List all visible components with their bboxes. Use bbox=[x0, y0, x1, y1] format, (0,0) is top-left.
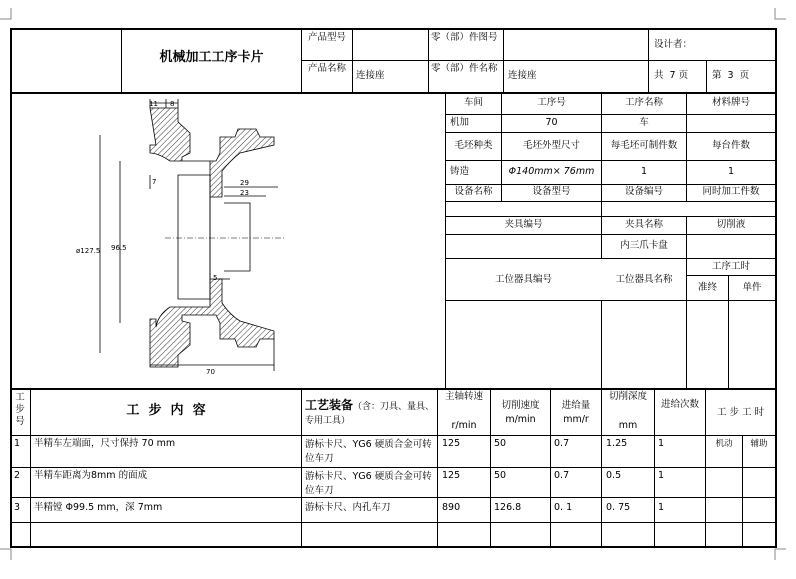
col-passes: 进给次数 bbox=[660, 399, 699, 410]
fixture-no-label: 夹具编号 bbox=[504, 219, 543, 230]
step-3-no: 3 bbox=[14, 502, 21, 513]
step-2-depth: 0.5 bbox=[606, 470, 622, 481]
dim-7: 7 bbox=[152, 178, 157, 186]
equip-name-label: 设备名称 bbox=[454, 186, 493, 197]
col-machine: 机动 bbox=[715, 439, 733, 449]
station-no-label: 工位器具编号 bbox=[494, 274, 552, 285]
step-1-passes: 1 bbox=[658, 438, 665, 449]
per-unit-label: 每台件数 bbox=[711, 140, 750, 151]
step-1-speed: 50 bbox=[494, 438, 507, 449]
product-name-label: 产品名称 bbox=[307, 63, 346, 74]
step-2-no: 2 bbox=[14, 470, 21, 481]
step-3-speed: 126.8 bbox=[494, 502, 522, 513]
op-no-label: 工序号 bbox=[537, 97, 566, 108]
page-title: 机械加工工序卡片 bbox=[159, 50, 264, 65]
col-feed-unit: mm/r bbox=[563, 414, 589, 425]
col-depth-unit: mm bbox=[618, 420, 638, 431]
fixture-name-value: 内三爪卡盘 bbox=[620, 240, 668, 251]
station-name-label: 工位器具名称 bbox=[615, 274, 673, 285]
col-spindle-unit: r/min bbox=[451, 420, 477, 431]
step-2-passes: 1 bbox=[658, 470, 665, 481]
step-2-speed: 50 bbox=[494, 470, 507, 481]
crop-mark-bottom-left bbox=[0, 548, 12, 560]
workshop-value: 机加 bbox=[450, 117, 470, 128]
page-number: 第 3 页 bbox=[712, 70, 750, 81]
dim-70: 70 bbox=[206, 368, 215, 376]
crop-mark-top-right bbox=[774, 8, 786, 20]
col-spindle: 主轴转速 bbox=[444, 391, 483, 402]
col-depth: 切削深度 bbox=[608, 391, 647, 402]
step-3-equip: 游标卡尺、内孔车刀 bbox=[305, 502, 391, 513]
step-3-depth: 0. 75 bbox=[606, 502, 631, 513]
col-speed: 切削速度 bbox=[501, 400, 540, 411]
unit-label: 单件 bbox=[742, 282, 762, 293]
coolant-label: 切削液 bbox=[716, 219, 746, 230]
blank-size-label: 毛坯外型尺寸 bbox=[522, 140, 580, 151]
step-2-feed: 0.7 bbox=[554, 470, 570, 481]
part-name-label: 零（部）件名称 bbox=[431, 63, 498, 74]
op-no-value: 70 bbox=[545, 117, 558, 128]
part-number-label: 零（部）件图号 bbox=[431, 32, 498, 43]
fixture-name-label: 夹具名称 bbox=[624, 219, 663, 230]
frame-right bbox=[775, 28, 777, 548]
step-2-spindle: 125 bbox=[442, 470, 461, 481]
designer-label: 设计者： bbox=[654, 39, 693, 50]
prep-label: 准终 bbox=[697, 282, 717, 293]
part-name-value: 连接座 bbox=[508, 70, 537, 81]
op-name-value: 车 bbox=[639, 117, 649, 128]
blank-type-label: 毛坯种类 bbox=[454, 140, 493, 151]
step-3-content: 半精镗 Φ99.5 mm，深 7mm bbox=[34, 502, 163, 513]
step-2-equip: 游标卡尺、YG6 硬质合金可转位车刀 bbox=[305, 471, 432, 496]
step-1-feed: 0.7 bbox=[554, 438, 570, 449]
col-aux: 辅助 bbox=[750, 439, 768, 449]
col-equip-bold: 工艺装备 bbox=[305, 398, 354, 412]
per-blank-label: 每毛坯可制件数 bbox=[610, 140, 678, 151]
blank-size-value: Φ140mm× 76mm bbox=[508, 166, 595, 177]
col-equip bbox=[305, 398, 435, 428]
col-equip-rest: （含：刀具、量具、专用工具） bbox=[305, 402, 435, 426]
op-name-label: 工序名称 bbox=[624, 97, 663, 108]
step-1-depth: 1.25 bbox=[606, 438, 628, 449]
col-speed-unit: m/min bbox=[505, 414, 536, 425]
product-name-value: 连接座 bbox=[356, 70, 385, 81]
per-blank-value: 1 bbox=[640, 166, 648, 177]
dim-29: 29 bbox=[240, 179, 249, 187]
step-1-spindle: 125 bbox=[442, 438, 461, 449]
col-content: 工 步 内 容 bbox=[126, 403, 206, 418]
dim-5: 5 bbox=[213, 274, 218, 282]
dim-11: 11 bbox=[149, 100, 158, 108]
simul-label: 同时加工件数 bbox=[702, 186, 760, 197]
dim-8: 8 bbox=[170, 100, 175, 108]
step-1-content: 半精车左端面，尺寸保持 70 mm bbox=[34, 438, 176, 449]
blank-type-value: 铸造 bbox=[450, 166, 470, 177]
step-3-spindle: 890 bbox=[442, 502, 461, 513]
step-1-no: 1 bbox=[14, 438, 21, 449]
equip-model-label: 设备型号 bbox=[532, 186, 571, 197]
frame-bottom bbox=[10, 546, 776, 548]
dim-23: 23 bbox=[240, 189, 249, 197]
step-3-feed: 0. 1 bbox=[554, 502, 573, 513]
step-3-passes: 1 bbox=[658, 502, 665, 513]
crop-mark-bottom-right bbox=[774, 548, 786, 560]
crop-mark-top-left bbox=[0, 8, 12, 20]
op-time-label: 工序工时 bbox=[711, 261, 750, 272]
frame-top bbox=[10, 28, 776, 30]
per-unit-value: 1 bbox=[727, 166, 735, 177]
part-drawing bbox=[70, 95, 290, 377]
workshop-label: 车间 bbox=[463, 97, 483, 108]
total-pages: 共 7 页 bbox=[654, 70, 689, 81]
col-feed: 进给量 bbox=[561, 400, 591, 411]
product-model-label: 产品型号 bbox=[307, 32, 346, 43]
col-step-no: 工步号 bbox=[15, 392, 25, 427]
dim-96: 96.5 bbox=[111, 244, 127, 252]
col-hours: 工 步 工 时 bbox=[716, 407, 765, 418]
step-2-content: 半精车距离为8mm 的面成 bbox=[34, 470, 148, 481]
equip-no-label: 设备编号 bbox=[624, 186, 663, 197]
step-1-equip: 游标卡尺、YG6 硬质合金可转位车刀 bbox=[305, 439, 432, 464]
frame-left bbox=[10, 28, 12, 548]
material-label: 材料牌号 bbox=[711, 97, 750, 108]
dim-phi: ø127.5 bbox=[76, 247, 101, 255]
